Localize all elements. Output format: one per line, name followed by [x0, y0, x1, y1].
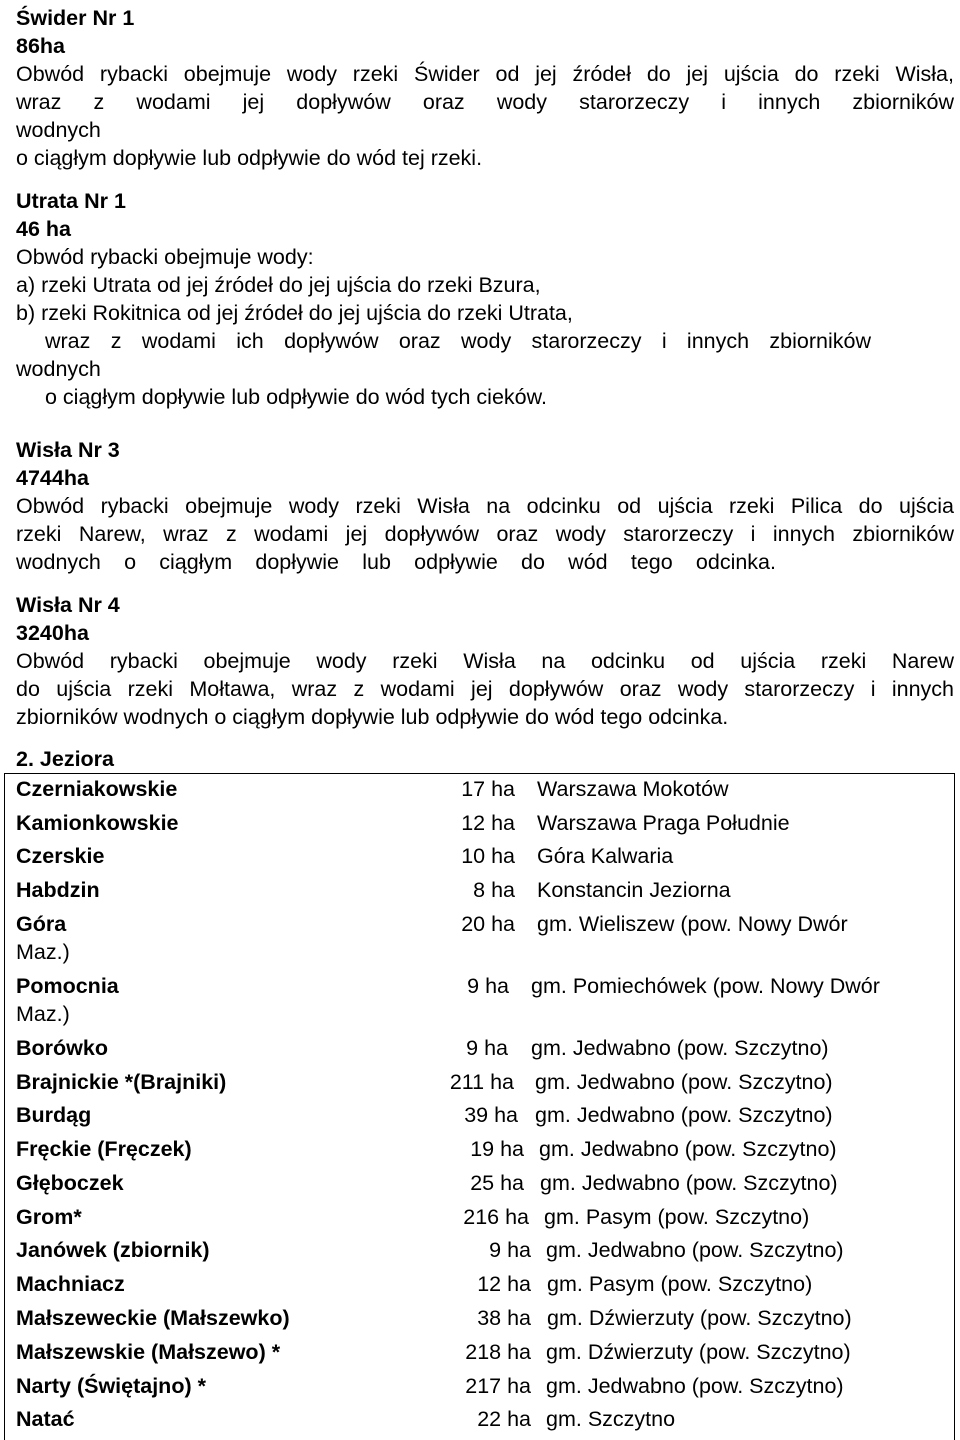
lake-location: Góra Kalwaria [537, 844, 674, 868]
lake-name: Narty (Świętajno) * [16, 1374, 206, 1398]
section-text-line: a) rzeki Utrata od jej źródeł do jej ujścia do rzeki Bzura, [16, 273, 541, 297]
section-text-line: rzeki Narew, wraz z wodami jej dopływów oraz wody starorzeczy i innych zbiorników [16, 522, 954, 546]
lake-location: gm. Pasym (pow. Szczytno) [547, 1272, 813, 1296]
lake-area: 216 ha [463, 1205, 529, 1229]
lake-row [16, 1302, 946, 1336]
lake-row [16, 1066, 946, 1100]
lake-location: gm. Pomiechówek (pow. Nowy Dwór [531, 974, 880, 998]
lake-name: Góra [16, 912, 67, 936]
lake-name: Czerskie [16, 844, 105, 868]
section-area: 3240ha [16, 621, 89, 645]
lake-row [16, 1234, 946, 1268]
section-wisla-4 [16, 591, 954, 731]
section-text-line: do ujścia rzeki Mołtawa, wraz z wodami jej dopływów oraz wody starorzeczy i innych [16, 677, 954, 701]
lake-row [16, 1201, 946, 1235]
lake-row [16, 1336, 946, 1370]
section-text-line: wodnych o ciągłym dopływie lub odpływie do wód tego odcinka. [16, 550, 776, 574]
lake-area: 39 ha [464, 1103, 518, 1127]
lake-row [16, 1167, 946, 1201]
section-text-line: wraz z wodami jej dopływów oraz wody starorzeczy i innych zbiorników [16, 90, 954, 114]
lake-name: Habdzin [16, 878, 100, 902]
lake-location: gm. Jedwabno (pow. Szczytno) [546, 1374, 844, 1398]
section-text-line: zbiorników wodnych o ciągłym dopływie lub odpływie do wód tego odcinka. [16, 705, 729, 729]
lake-location: gm. Szczytno [546, 1407, 676, 1431]
section-text-line: Obwód rybacki obejmuje wody: [16, 245, 314, 269]
lake-name: Głęboczek [16, 1171, 124, 1195]
lake-area: 8 ha [473, 878, 515, 902]
lakes-heading-text: 2. Jeziora [16, 747, 114, 771]
section-title: Wisła Nr 3 [16, 438, 120, 462]
section-title: Utrata Nr 1 [16, 189, 126, 213]
lake-location-continuation: Maz.) [16, 1002, 70, 1026]
lake-area: 9 ha [489, 1238, 531, 1262]
section-wisla-3 [16, 436, 954, 576]
lake-location: gm. Dźwierzuty (pow. Szczytno) [546, 1340, 851, 1364]
lake-row [16, 1099, 946, 1133]
lake-row [16, 908, 946, 974]
section-text-line: b) rzeki Rokitnica od jej źródeł do jej ujścia do rzeki Utrata, [16, 301, 573, 325]
lake-name: Brajnickie *(Brajniki) [16, 1070, 227, 1094]
lake-name: Czerniakowskie [16, 777, 178, 801]
lake-row [16, 807, 946, 841]
lake-row [16, 840, 946, 874]
section-area: 46 ha [16, 217, 71, 241]
lake-row [16, 1133, 946, 1167]
lake-location: gm. Jedwabno (pow. Szczytno) [535, 1103, 833, 1127]
lake-area: 20 ha [461, 912, 515, 936]
lake-name: Fręckie (Fręczek) [16, 1137, 192, 1161]
section-text-line: wodnych [16, 118, 101, 142]
section-swider [16, 4, 954, 172]
lake-name: Małszewskie (Małszewo) * [16, 1340, 281, 1364]
lake-location: Warszawa Mokotów [537, 777, 729, 801]
section-title: Świder Nr 1 [16, 6, 135, 30]
section-utrata [16, 187, 954, 411]
lake-location: gm. Jedwabno (pow. Szczytno) [546, 1238, 844, 1262]
section-text-line: Obwód rybacki obejmuje wody rzeki Wisła na odcinku od ujścia rzeki Pilica do ujścia [16, 494, 954, 518]
lake-location: gm. Jedwabno (pow. Szczytno) [531, 1036, 829, 1060]
lake-location: gm. Pasym (pow. Szczytno) [544, 1205, 810, 1229]
lake-location-continuation: Maz.) [16, 940, 70, 964]
lake-name: Janówek (zbiornik) [16, 1238, 210, 1262]
lake-row [16, 773, 946, 807]
lake-area: 217 ha [465, 1374, 531, 1398]
lake-row [16, 1403, 946, 1437]
lake-location: gm. Jedwabno (pow. Szczytno) [540, 1171, 838, 1195]
lake-area: 17 ha [461, 777, 515, 801]
lake-name: Burdąg [16, 1103, 92, 1127]
lake-area: 25 ha [470, 1171, 524, 1195]
lake-name: Grom* [16, 1205, 82, 1229]
lake-name: Borówko [16, 1036, 108, 1060]
section-text-line: Obwód rybacki obejmuje wody rzeki Wisła na odcinku od ujścia rzeki Narew [16, 649, 954, 673]
lake-area: 211 ha [449, 1070, 514, 1094]
lake-area: 9 ha [466, 1036, 508, 1060]
section-text-line: o ciągłym dopływie lub odpływie do wód tych cieków. [45, 385, 547, 409]
lake-location: gm. Dźwierzuty (pow. Szczytno) [547, 1306, 852, 1330]
lake-area: 9 ha [467, 974, 509, 998]
lake-location: gm. Wieliszew (pow. Nowy Dwór [537, 912, 848, 936]
lake-name: Pomocnia [16, 974, 119, 998]
lake-area: 12 ha [461, 811, 515, 835]
section-title: Wisła Nr 4 [16, 593, 120, 617]
lake-location: Konstancin Jeziorna [537, 878, 731, 902]
lake-name: Machniacz [16, 1272, 125, 1296]
lake-area: 38 ha [477, 1306, 531, 1330]
lake-location: gm. Jedwabno (pow. Szczytno) [535, 1070, 833, 1094]
lake-location: gm. Jedwabno (pow. Szczytno) [539, 1137, 837, 1161]
lake-area: 218 ha [465, 1340, 531, 1364]
lake-location: Warszawa Praga Południe [537, 811, 790, 835]
lake-area: 22 ha [477, 1407, 531, 1431]
lake-area: 10 ha [461, 844, 515, 868]
lake-row [16, 874, 946, 908]
lake-name: Małszeweckie (Małszewko) [16, 1306, 290, 1330]
lake-area: 19 ha [470, 1137, 524, 1161]
lake-row [16, 1268, 946, 1302]
lake-name: Kamionkowskie [16, 811, 179, 835]
lakes-heading [16, 745, 954, 773]
section-text-line: wraz z wodami ich dopływów oraz wody starorzeczy i innych zbiorników [45, 329, 871, 353]
section-area: 86ha [16, 34, 66, 58]
lake-row [16, 1032, 946, 1066]
section-text-line: wodnych [16, 357, 101, 381]
section-area: 4744ha [16, 466, 89, 490]
section-text-line: o ciągłym dopływie lub odpływie do wód tej rzeki. [16, 146, 483, 170]
lake-row [16, 1370, 946, 1404]
section-text-line: Obwód rybacki obejmuje wody rzeki Świder od jej źródeł do jej ujścia do rzeki Wisła, [16, 62, 954, 86]
lake-area: 12 ha [477, 1272, 531, 1296]
lake-row [16, 970, 946, 1036]
lake-name: Natać [16, 1407, 75, 1431]
